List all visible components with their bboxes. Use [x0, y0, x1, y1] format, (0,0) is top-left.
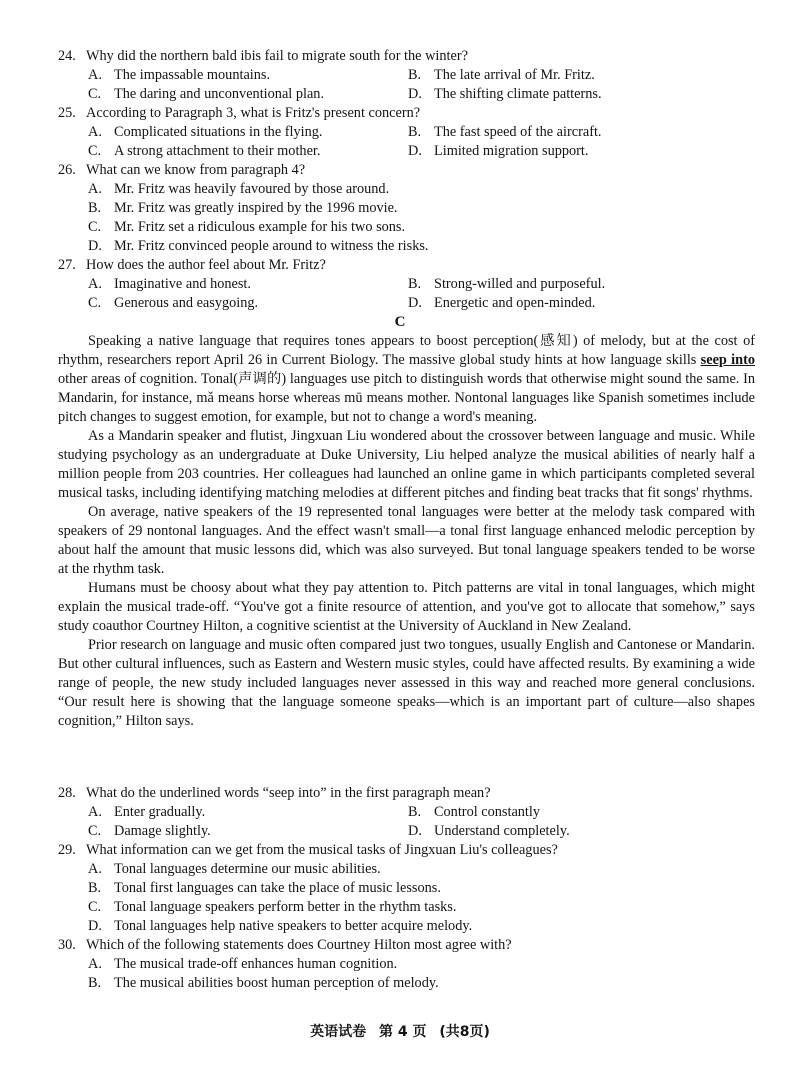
- question-number: 26.: [58, 162, 76, 178]
- option-c: C. A strong attachment to their mother.: [88, 143, 321, 159]
- option-d: D. Mr. Fritz convinced people around to witness the risks.: [88, 238, 429, 254]
- option-d: D. Tonal languages help native speakers to better acquire melody.: [88, 918, 473, 934]
- question-stem: Why did the northern bald ibis fail to migrate south for the winter?: [86, 48, 468, 64]
- paragraph-1: Speaking a native language that requires tones appears to boost perception(感知) of melody, but at the cost of rhythm, researchers report April 26 in Current Biology. The massive global study hints at how language skills seep into other areas of cognition. Tonal(声调的) languages use pitch to distinguish words that otherwise might sound the same. In Mandarin, for instance, mǎ means horse whereas mū means mother. Nontonal languages like Spanish sometimes include pitch changes to suggest emotion, for example, but not to change a word's meaning.: [58, 333, 755, 425]
- question-number: 28.: [58, 785, 76, 801]
- option-a: A. Tonal languages determine our music abilities.: [88, 861, 381, 877]
- question-number: 25.: [58, 105, 76, 121]
- question-24: [0, 47, 800, 104]
- option-b: B. Control constantly: [408, 804, 541, 820]
- option-b: B. The fast speed of the aircraft.: [408, 124, 602, 140]
- option-a: A. The musical trade-off enhances human cognition.: [88, 956, 398, 972]
- question-26: [0, 161, 800, 256]
- exam-title: 英语试卷: [310, 1024, 367, 1040]
- page-total: (共8页): [439, 1024, 490, 1040]
- option-a: A. Mr. Fritz was heavily favoured by those around.: [88, 181, 390, 197]
- option-d: D. Understand completely.: [408, 823, 570, 839]
- question-stem: According to Paragraph 3, what is Fritz's present concern?: [86, 105, 421, 121]
- question-stem: What information can we get from the musical tasks of Jingxuan Liu's colleagues?: [86, 842, 558, 858]
- option-d: D. The shifting climate patterns.: [408, 86, 602, 102]
- question-29: [0, 841, 800, 936]
- question-number: 27.: [58, 257, 76, 273]
- question-stem: Which of the following statements does Courtney Hilton most agree with?: [86, 937, 512, 953]
- option-b: B. Mr. Fritz was greatly inspired by the 1996 movie.: [88, 200, 398, 216]
- question-stem: How does the author feel about Mr. Fritz?: [86, 257, 326, 273]
- option-c: C. The daring and unconventional plan.: [88, 86, 325, 102]
- option-b: B. The late arrival of Mr. Fritz.: [408, 67, 595, 83]
- option-a: A. The impassable mountains.: [88, 67, 271, 83]
- section-heading: C: [394, 314, 406, 330]
- option-a: A. Enter gradually.: [88, 804, 206, 820]
- question-stem: What do the underlined words “seep into” in the first paragraph mean?: [86, 785, 491, 801]
- paragraph-4: Humans must be choosy about what they pay attention to. Pitch patterns are vital in tonal languages, which might explain the musical trade-off. “You've got a finite resource of attention, and you've got to allocate that somehow,” says study coauthor Courtney Hilton, a cognitive scientist at the University of Auckland in New Zealand.: [58, 580, 755, 634]
- page-number: 第 4 页: [378, 1024, 427, 1040]
- option-b: B. Strong-willed and purposeful.: [408, 276, 606, 292]
- option-c: C. Mr. Fritz set a ridiculous example for his two sons.: [88, 219, 406, 235]
- paragraph-2: As a Mandarin speaker and flutist, Jingxuan Liu wondered about the crossover between language and music. While studying psychology as an undergraduate at Duke University, Liu helped analyze the musical abilities of nearly half a million people from 203 countries. Her colleagues had launched an online game in which participants completed several musical tasks, including identifying matching melodies at different pitches and finding beat tracks that fit songs' rhythms.: [58, 428, 755, 501]
- page-footer: [0, 1023, 800, 1042]
- paragraph-3: On average, native speakers of the 19 represented tonal languages were better at the melody task compared with speakers of 29 nontonal languages. And the effect wasn't small—a tonal first language enhanced melodic perception by about half the amount that music lessons did, which was also surveyed. But tonal language speakers tended to be worse at the rhythm task.: [58, 504, 755, 577]
- option-a: A. Complicated situations in the flying.: [88, 124, 323, 140]
- question-number: 30.: [58, 937, 76, 953]
- option-c: C. Damage slightly.: [88, 823, 211, 839]
- underlined-phrase: seep into: [700, 352, 755, 368]
- question-25: [0, 104, 800, 161]
- question-number: 24.: [58, 48, 76, 64]
- question-28: [0, 784, 800, 841]
- option-c: C. Generous and easygoing.: [88, 295, 259, 311]
- option-d: D. Energetic and open-minded.: [408, 295, 596, 311]
- option-b: B. Tonal first languages can take the place of music lessons.: [88, 880, 441, 896]
- question-stem: What can we know from paragraph 4?: [86, 162, 306, 178]
- question-27: [0, 256, 800, 313]
- question-number: 29.: [58, 842, 76, 858]
- reading-passage: [0, 332, 800, 731]
- option-c: C. Tonal language speakers perform better in the rhythm tasks.: [88, 899, 457, 915]
- question-30: [0, 936, 800, 993]
- option-d: D. Limited migration support.: [408, 143, 589, 159]
- option-b: B. The musical abilities boost human perception of melody.: [88, 975, 439, 991]
- option-a: A. Imaginative and honest.: [88, 276, 251, 292]
- paragraph-5: Prior research on language and music often compared just two tongues, usually English and Cantonese or Mandarin. But other cultural influences, such as Eastern and Western music styles, could have affected results. By examining a wide range of people, the new study included languages never assessed in this way and reached more general conclusions. “Our result here is showing that the language someone speaks—which is an important part of culture—also shapes cognition,” Hilton says.: [58, 637, 755, 729]
